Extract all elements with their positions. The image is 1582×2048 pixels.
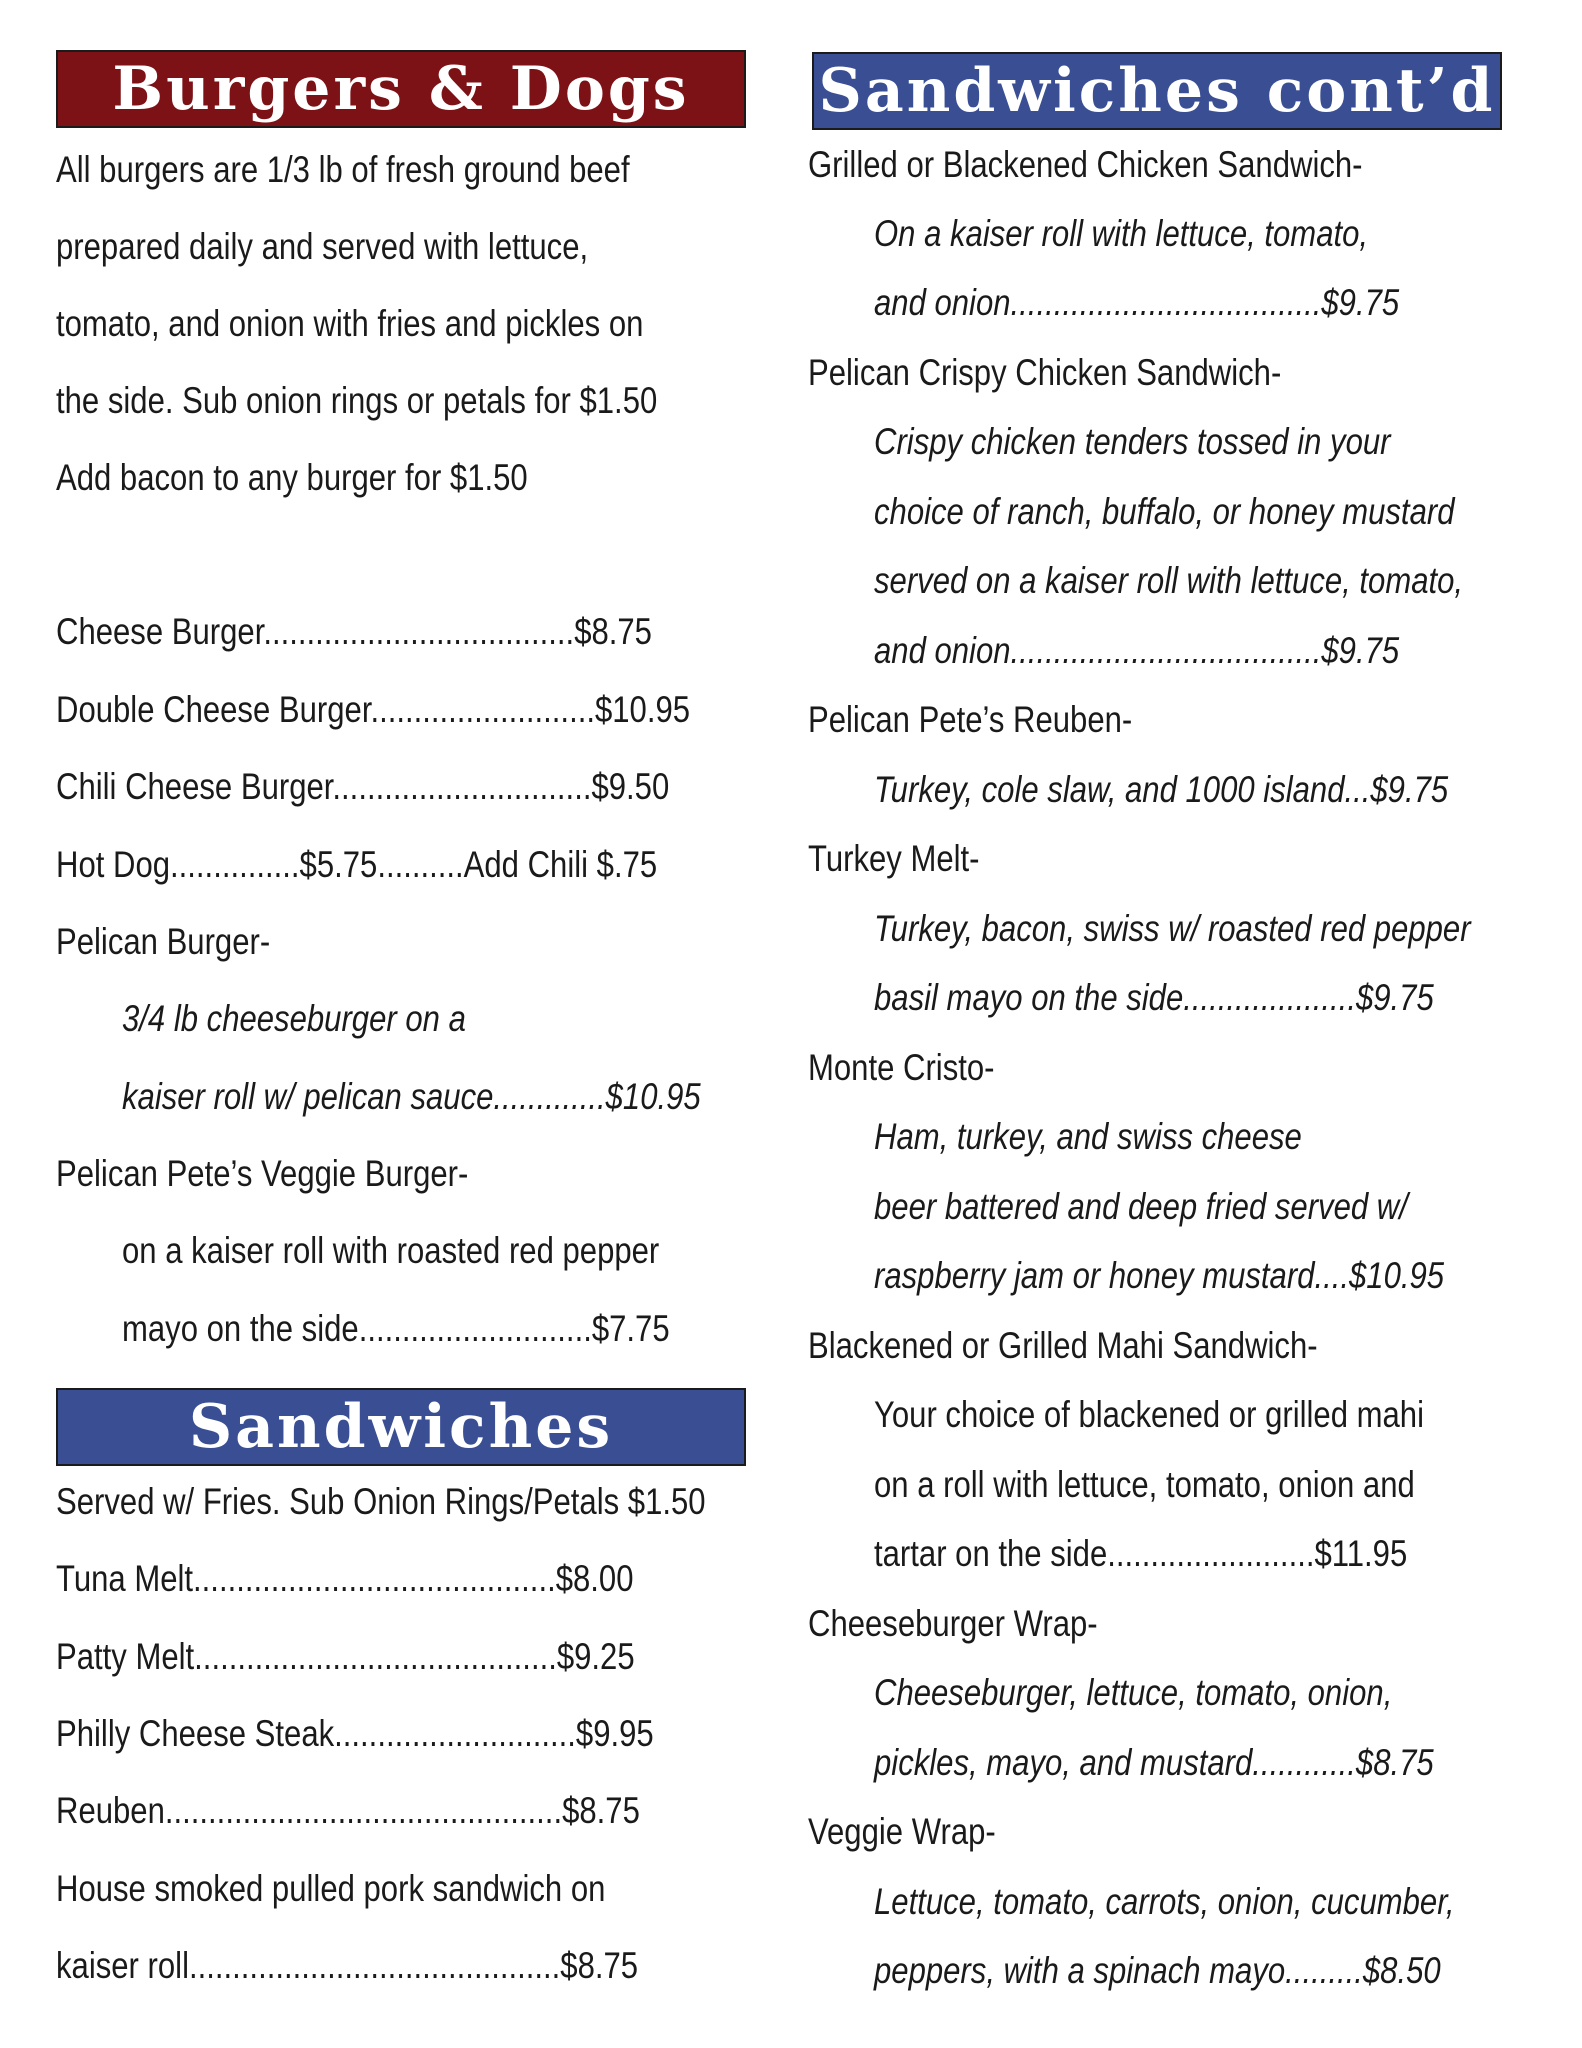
menu-item: Patty Melt..........................................$9.25 <box>56 1636 635 1677</box>
menu-item: Double Cheese Burger..........................$10.95 <box>56 689 691 730</box>
menu-item: Tuna Melt..........................................$8.00 <box>56 1558 634 1599</box>
menu-item: Hot Dog...............$5.75..........Add Chili $.75 <box>56 844 658 885</box>
menu-item: kaiser roll...........................................$8.75 <box>56 1945 639 1986</box>
intro-line: tomato, and onion with fries and pickles on <box>56 303 644 344</box>
menu-item: Philly Cheese Steak............................$9.95 <box>56 1713 654 1754</box>
menu-item-description: raspberry jam or honey mustard....$10.95 <box>874 1255 1445 1296</box>
menu-item-description: and onion....................................$9.75 <box>874 282 1400 323</box>
menu-item: Chili Cheese Burger..............................$9.50 <box>56 766 670 807</box>
menu-note: Served w/ Fries. Sub Onion Rings/Petals $1.50 <box>56 1481 706 1522</box>
menu-item-description: On a kaiser roll with lettuce, tomato, <box>874 213 1369 254</box>
menu-item-description: choice of ranch, buffalo, or honey mustard <box>874 491 1455 532</box>
menu-item-description: beer battered and deep fried served w/ <box>874 1186 1408 1227</box>
menu-item: House smoked pulled pork sandwich on <box>56 1868 606 1909</box>
menu-item-description: served on a kaiser roll with lettuce, tomato, <box>874 560 1464 601</box>
menu-item-description: Lettuce, tomato, carrots, onion, cucumber, <box>874 1881 1455 1922</box>
menu-item-title: Pelican Pete’s Veggie Burger- <box>56 1153 469 1194</box>
menu-item-title: Blackened or Grilled Mahi Sandwich- <box>808 1325 1318 1366</box>
menu-item: Cheese Burger....................................$8.75 <box>56 611 652 652</box>
burgers-dogs-heading: Burgers & Dogs <box>56 50 746 128</box>
menu-item-description: pickles, mayo, and mustard............$8.75 <box>874 1742 1434 1783</box>
menu-item-description: Crispy chicken tenders tossed in your <box>874 421 1391 462</box>
menu-item-description: tartar on the side........................$11.95 <box>874 1533 1408 1574</box>
menu-item: Reuben..............................................$8.75 <box>56 1790 640 1831</box>
menu-item-title: Veggie Wrap- <box>808 1811 996 1852</box>
menu-item-description: basil mayo on the side....................$9.75 <box>874 977 1434 1018</box>
menu-item-description: peppers, with a spinach mayo.........$8.50 <box>874 1950 1441 1991</box>
menu-item-description: Turkey, bacon, swiss w/ roasted red pepper <box>874 908 1471 949</box>
menu-item-title: Monte Cristo- <box>808 1047 995 1088</box>
menu-item-description: Ham, turkey, and swiss cheese <box>874 1116 1302 1157</box>
menu-item-title: Pelican Burger- <box>56 921 271 962</box>
menu-item-description: kaiser roll w/ pelican sauce.............$10.95 <box>122 1076 701 1117</box>
menu-item-description: 3/4 lb cheeseburger on a <box>122 998 466 1039</box>
menu-item-title: Cheeseburger Wrap- <box>808 1603 1098 1644</box>
sandwiches-heading: Sandwiches <box>56 1388 746 1466</box>
sandwiches-contd-heading: Sandwiches cont’d <box>812 52 1502 130</box>
intro-line: the side. Sub onion rings or petals for $1.50 <box>56 380 658 421</box>
menu-item-description: on a roll with lettuce, tomato, onion and <box>874 1464 1415 1505</box>
menu-item-description: on a kaiser roll with roasted red pepper <box>122 1230 660 1271</box>
intro-line: prepared daily and served with lettuce, <box>56 226 589 267</box>
menu-item-description: mayo on the side...........................$7.75 <box>122 1308 670 1349</box>
menu-item-title: Pelican Pete’s Reuben- <box>808 699 1133 740</box>
menu-item-description: Your choice of blackened or grilled mahi <box>874 1394 1424 1435</box>
menu-item-description: Cheeseburger, lettuce, tomato, onion, <box>874 1672 1393 1713</box>
menu-item-title: Grilled or Blackened Chicken Sandwich- <box>808 144 1363 185</box>
menu-item-description: and onion....................................$9.75 <box>874 630 1400 671</box>
intro-line: Add bacon to any burger for $1.50 <box>56 457 528 498</box>
menu-item-title: Turkey Melt- <box>808 838 980 879</box>
menu-item-title: Pelican Crispy Chicken Sandwich- <box>808 352 1282 393</box>
menu-item-description: Turkey, cole slaw, and 1000 island...$9.75 <box>874 769 1449 810</box>
intro-line: All burgers are 1/3 lb of fresh ground beef <box>56 149 630 190</box>
